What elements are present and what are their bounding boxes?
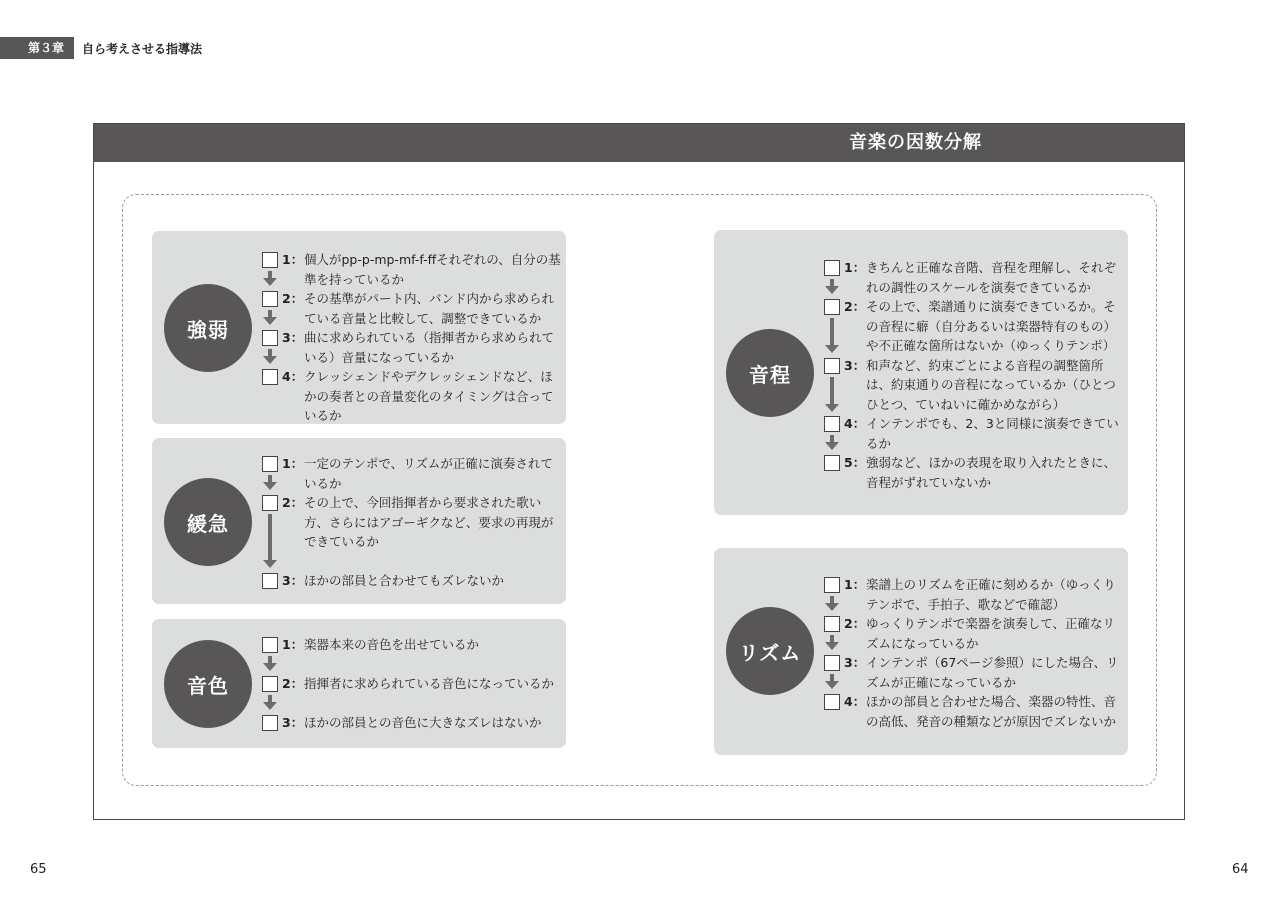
title-bar — [94, 124, 1184, 162]
panel-kyojaku — [152, 231, 566, 424]
checkbox[interactable] — [262, 637, 278, 653]
check-item: 1： 一定のテンポで、リズムが正確に演奏されているか — [262, 454, 562, 493]
figure-title: 音楽の因数分解 — [849, 132, 982, 153]
check-item: 1： 楽器本来の音色を出せているか — [262, 635, 562, 655]
check-item: 1： 個人がpp-p-mp-mf-f-ffそれぞれの、自分の基準を持っているか — [262, 250, 562, 289]
check-item: 5： 強弱など、ほかの表現を取り入れたときに、音程がずれていないか — [824, 453, 1124, 492]
down-arrow-icon — [263, 475, 277, 490]
check-item: 2： その上で、今回指揮者から要求された歌い方、さらにはアゴーギクなど、要求の再現ができているか — [262, 493, 562, 552]
chapter-title: 自ら考えさせる指導法 — [82, 41, 203, 56]
checkbox[interactable] — [824, 616, 840, 632]
checkbox[interactable] — [262, 291, 278, 307]
checkbox[interactable] — [262, 715, 278, 731]
check-item: 1： 楽譜上のリズムを正確に刻めるか（ゆっくりテンポで、手拍子、歌などで確認） — [824, 575, 1124, 614]
checkbox[interactable] — [824, 260, 840, 276]
heading-rhythm: リズム — [726, 607, 814, 695]
check-item: 2： 指揮者に求められている音色になっているか — [262, 674, 562, 694]
check-item: 2： その基準がパート内、バンド内から求められている音量と比較して、調整できているか — [262, 289, 562, 328]
down-arrow-icon — [825, 435, 839, 450]
heading-ontei: 音程 — [726, 329, 814, 417]
page-number-left: 65 — [30, 862, 47, 877]
checkbox[interactable] — [824, 416, 840, 432]
checkbox[interactable] — [262, 495, 278, 511]
heading-kankyu: 緩急 — [164, 478, 252, 566]
checkbox[interactable] — [262, 676, 278, 692]
check-item: 2： ゆっくりテンポで楽器を演奏して、正確なリズムになっているか — [824, 614, 1124, 653]
check-item: 4： クレッシェンドやデクレッシェンドなど、ほかの奏者との音量変化のタイミングは合っているか — [262, 367, 562, 426]
checkbox[interactable] — [262, 330, 278, 346]
down-arrow-icon — [263, 310, 277, 325]
panel-neiro — [152, 619, 566, 748]
check-item: 3： 曲に求められている（指揮者から求められている）音量になっているか — [262, 328, 562, 367]
down-arrow-icon — [263, 695, 277, 710]
check-item: 3： 和声など、約束ごとによる音程の調整箇所は、約束通りの音程になっているか（ひとつひとつ、ていねいに確かめながら） — [824, 356, 1124, 415]
down-arrow-icon — [825, 318, 839, 353]
page-number-right: 64 — [1232, 862, 1249, 877]
panel-rhythm — [714, 548, 1128, 755]
down-arrow-icon — [825, 596, 839, 611]
down-arrow-icon — [263, 514, 277, 568]
check-item: 2： その上で、楽譜通りに演奏できているか。その音程に癖（自分あるいは楽器特有のもの）や不正確な箇所はないか（ゆっくりテンポ） — [824, 297, 1124, 356]
down-arrow-icon — [263, 349, 277, 364]
down-arrow-icon — [825, 674, 839, 689]
checkbox[interactable] — [262, 573, 278, 589]
down-arrow-icon — [263, 656, 277, 671]
checkbox[interactable] — [262, 456, 278, 472]
checkbox[interactable] — [824, 655, 840, 671]
checkbox[interactable] — [824, 299, 840, 315]
panel-ontei — [714, 230, 1128, 515]
chapter-label: 第３章 — [0, 37, 74, 59]
panel-kankyu — [152, 438, 566, 604]
checkbox[interactable] — [824, 694, 840, 710]
check-item: 4： ほかの部員と合わせた場合、楽器の特性、音の高低、発音の種類などが原因でズレないか — [824, 692, 1124, 731]
down-arrow-icon — [825, 377, 839, 412]
heading-kyojaku: 強弱 — [164, 284, 252, 372]
checkbox[interactable] — [824, 577, 840, 593]
checkbox[interactable] — [262, 369, 278, 385]
check-item: 3： ほかの部員と合わせてもズレないか — [262, 571, 562, 591]
check-item: 4： インテンポでも、2、3と同様に演奏できているか — [824, 414, 1124, 453]
heading-neiro: 音色 — [164, 640, 252, 728]
check-item: 1： きちんと正確な音階、音程を理解し、それぞれの調性のスケールを演奏できているか — [824, 258, 1124, 297]
checkbox[interactable] — [824, 455, 840, 471]
down-arrow-icon — [825, 635, 839, 650]
checkbox[interactable] — [262, 252, 278, 268]
figure-frame — [93, 123, 1185, 820]
chapter-header — [0, 37, 202, 59]
checkbox[interactable] — [824, 358, 840, 374]
down-arrow-icon — [825, 279, 839, 294]
check-item: 3： インテンポ（67ページ参照）にした場合、リズムが正確になっているか — [824, 653, 1124, 692]
check-item: 3： ほかの部員との音色に大きなズレはないか — [262, 713, 562, 733]
down-arrow-icon — [263, 271, 277, 286]
